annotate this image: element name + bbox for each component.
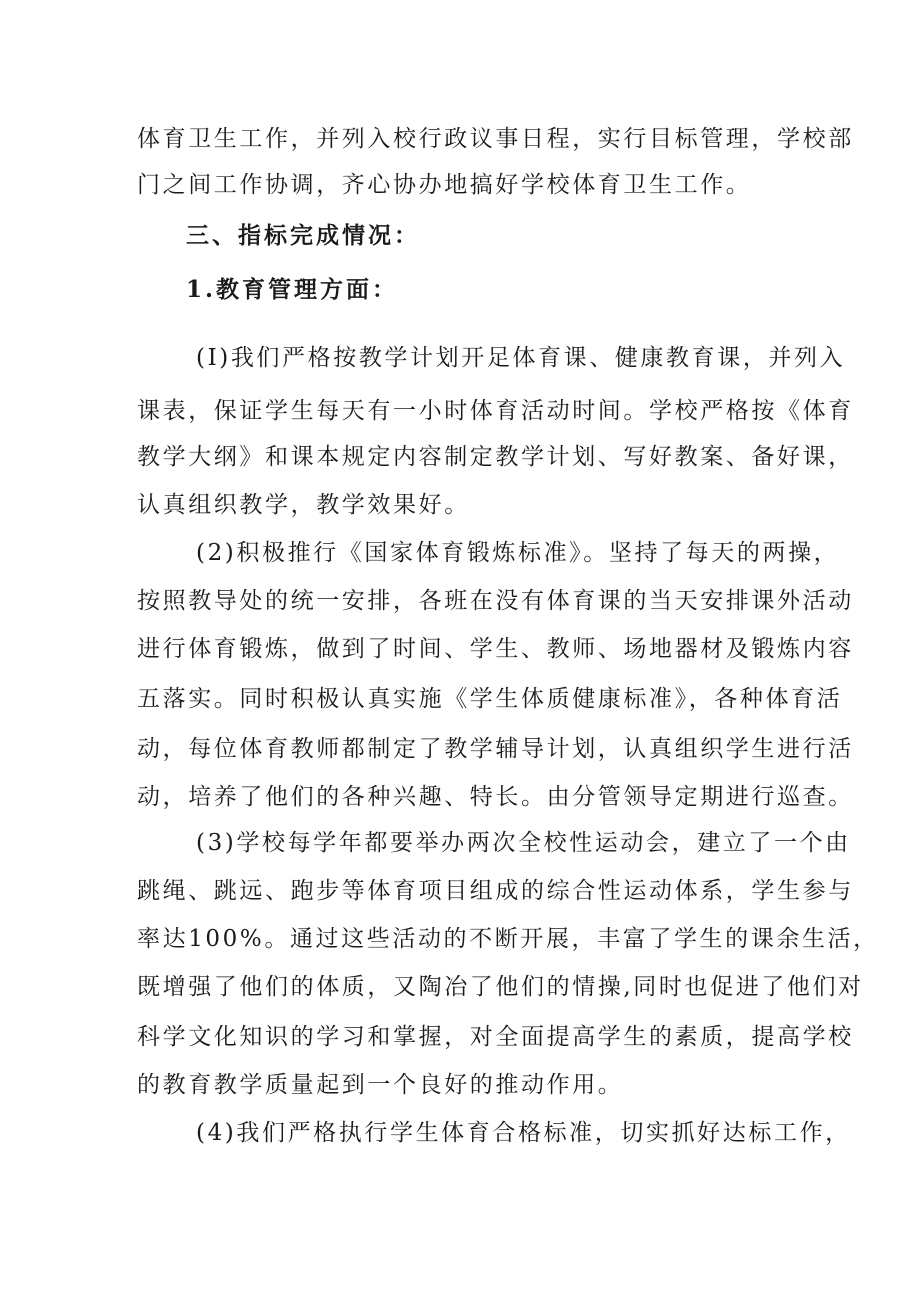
item-2-line-1: (2)积极推行《国家体育锻炼标准》。坚持了每天的两操， (196, 540, 840, 566)
item-1-line-1: (I)我们严格按教学计划开足体育课、健康教育课，并列入 (196, 345, 846, 371)
item-3-line-5: 科学文化知识的学习和掌握，对全面提高学生的素质，提高学校 (137, 1024, 854, 1050)
section-heading: 三、指标完成情况： (186, 222, 420, 249)
para-intro-line-2: 门之间工作协调，齐心协办地搞好学校体育卫生工作。 (137, 172, 752, 198)
item-4-line-1: (4)我们严格执行学生体育合格标准，切实抓好达标工作， (196, 1120, 851, 1146)
item-1-line-2: 课表，保证学生每天有一小时体育活动时间。学校严格按《体育 (137, 398, 854, 424)
item-1-line-3: 教学大纲》和课本规定内容制定教学计划、写好教案、备好课， (137, 444, 854, 470)
item-2-line-6: 动，培养了他们的各种兴趣、特长。由分管领导定期进行巡查。 (137, 784, 854, 810)
item-3-line-2: 跳绳、跳远、跑步等体育项目组成的综合性运动体系，学生参与 (137, 878, 854, 904)
sub-heading: 1.教育管理方面： (186, 276, 399, 303)
item-3-line-1: (3)学校每学年都要举办两次全校性运动会，建立了一个由 (196, 830, 851, 856)
item-3-line-4: 既增强了他们的体质，又陶冶了他们的情操,同时也促进了他们对 (137, 974, 864, 1000)
item-3-line-6: 的教育教学质量起到一个良好的推动作用。 (137, 1072, 624, 1098)
item-1-line-4: 认真组织教学，教学效果好。 (137, 492, 470, 518)
item-2-line-5: 动，每位体育教师都制定了教学辅导计划，认真组织学生进行活 (137, 736, 854, 762)
item-3-line-3: 率达100%。通过这些活动的不断开展，丰富了学生的课余生活， (137, 926, 879, 952)
item-2-line-2: 按照教导处的统一安排，各班在没有体育课的当天安排课外活动 (137, 588, 854, 614)
item-2-line-3: 进行体育锻炼，做到了时间、学生、教师、场地器材及锻炼内容 (137, 636, 854, 662)
para-intro-line-1: 体育卫生工作，并列入校行政议事日程，实行目标管理，学校部 (137, 126, 854, 152)
item-2-line-4: 五落实。同时积极认真实施《学生体质健康标准》，各种体育活 (137, 686, 843, 712)
